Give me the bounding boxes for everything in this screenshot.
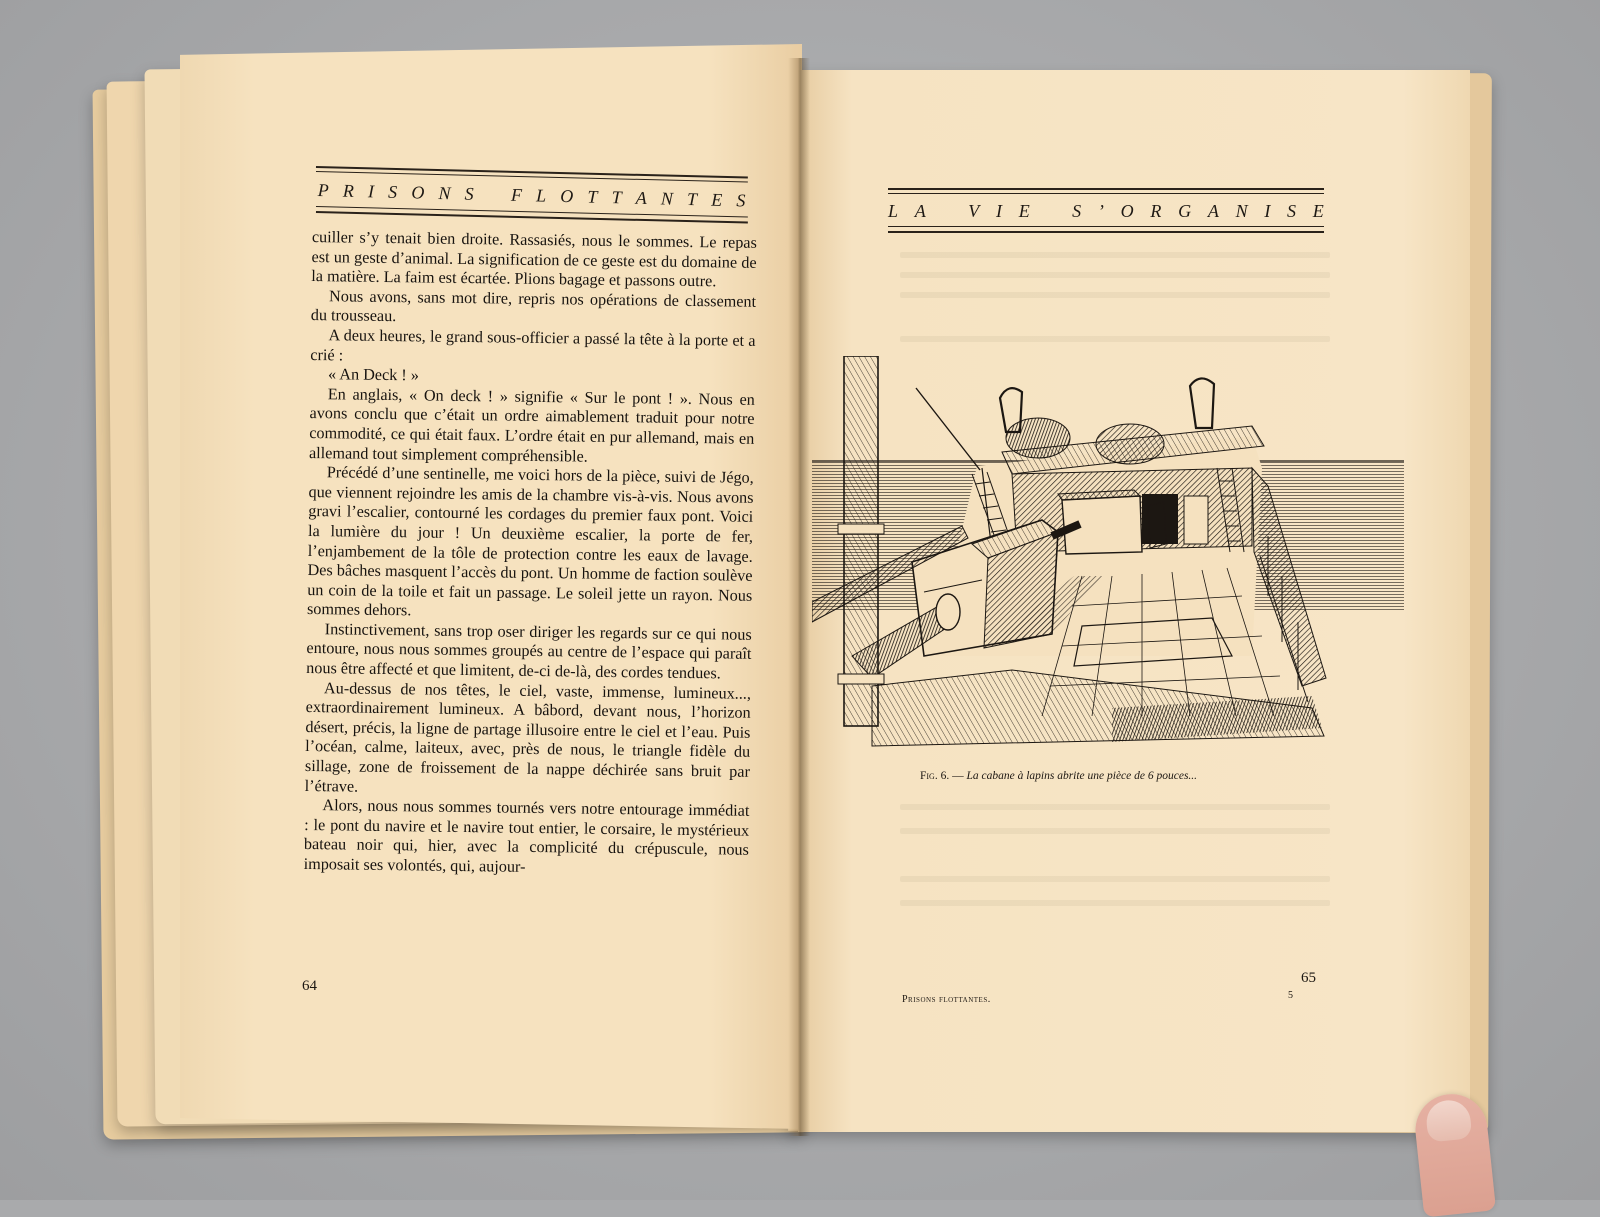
header-rule — [888, 226, 1324, 227]
figure-caption — [920, 770, 1340, 782]
show-through — [900, 876, 1330, 882]
caption-label: Fig. 6. — — [920, 770, 967, 782]
body-paragraph: Précédé d’une sentinelle, me voici hors de la pièce, suivi de Jégo, que viennent rejoindre les amis de la chambre vis-à-vis. Nous avons gravi l’escalier, contourné les cordages du premier faux pont. Voici la lumière du jour ! Un deuxième escalier, la porte de fer, l’enjambement de la tôle de protection contre les eaux de lavage. Des bâches masquent l’accès du pont. Un homme de faction soulève un coin de la toile et fait un passage. Le soleil jette un rayon. Nous sommes dehors. — [306, 463, 754, 620]
running-head-letter: E — [1018, 201, 1030, 221]
running-head-letter — [1046, 201, 1055, 222]
running-head-letter: S — [736, 190, 746, 211]
caption-text: La cabane à lapins abrite une pièce de 6 pouces... — [966, 770, 1198, 782]
ship-deck-illustration — [812, 356, 1404, 760]
running-head-letter: L — [888, 201, 899, 221]
show-through — [900, 336, 1330, 342]
show-through — [900, 292, 1330, 298]
body-paragraph: Nous avons, sans mot dire, repris nos opérations de classement du trousseau. — [310, 287, 757, 326]
running-head-letter: R — [1150, 201, 1162, 221]
running-head-letter: G — [1178, 201, 1192, 221]
running-head-letter: V — [968, 201, 980, 221]
show-through — [900, 828, 1330, 834]
running-head-letter: N — [438, 182, 451, 204]
running-head-letter — [488, 184, 498, 205]
body-paragraph: cuiller s’y tenait bien droite. Rassasiés, nous le sommes. Le repas est un geste d’animal. La signification de ce geste est du domaine de la matière. La faim est écartée. Plions bagage et passons outre. — [311, 228, 757, 291]
running-head-letter — [942, 201, 951, 222]
running-head-letter: E — [1312, 201, 1324, 221]
running-head-letter: O — [560, 185, 574, 207]
show-through — [900, 804, 1330, 810]
show-through — [900, 900, 1330, 906]
header-rule — [888, 188, 1324, 190]
running-head-letter: E — [710, 189, 723, 210]
running-head-letter: R — [342, 180, 355, 201]
running-head-letter: F — [510, 184, 523, 205]
page-number-right: 65 — [1301, 970, 1316, 986]
running-head-letter: A — [635, 187, 647, 209]
show-through — [900, 272, 1330, 278]
body-paragraph: A deux heures, le grand sous-officier a passé la tête à la porte et a crié : — [310, 326, 756, 364]
signature-title: Prisons flottantes. — [902, 994, 991, 1005]
running-head-letter: N — [1235, 201, 1248, 221]
running-head-letter: A — [1207, 201, 1219, 221]
running-head-letter: O — [411, 182, 425, 203]
running-head-letter: S — [387, 181, 398, 202]
running-head-letter: S — [464, 183, 474, 204]
body-paragraph: « An Deck ! » — [327, 365, 420, 385]
running-head-letter: ’ — [1097, 201, 1104, 221]
running-head-letter: L — [535, 185, 547, 206]
running-head-letter: A — [914, 201, 926, 221]
book-gutter — [788, 58, 810, 1136]
body-paragraph: Instinctivement, sans trop oser diriger les regards sur ce qui nous entoure, nous nous sommes groupés au centre de l’espace qui paraît nous être affecté et que limitent, de-ci de-là, des cordes tendues. — [306, 620, 752, 683]
running-head-letter: O — [1120, 201, 1134, 221]
body-paragraph: Au-dessus de nos têtes, le ciel, vaste, immense, lumineux..., extraordinairement lumineux. A bâbord, devant nous, l’horizon désert, précis, la ligne de partage illusoire entre le ciel et l’eau. Puis l’océan, calme, laiteux, avec, près de nous, le triangle fidèle du sillage, zone de froissement de la nappe déchirée sans bruit par l’étrave. — [304, 678, 752, 796]
body-paragraph: Alors, nous nous sommes tournés vers notre entourage immédiat : le pont du navire et le navire tout entier, le corsaire, le mystérieux bateau noir qui, hier, avec la complicité du crépuscule, nous imposait ses volontés, qui, aujour- — [303, 796, 750, 876]
running-head-letter: I — [367, 181, 375, 202]
header-rule — [888, 193, 1324, 194]
show-through — [900, 252, 1330, 258]
body-text-left — [304, 228, 757, 880]
running-head-letter: T — [611, 187, 622, 208]
body-paragraph: En anglais, « On deck ! » signifie « Sur le pont ! ». Nous en avons conclu que c’était un ordre aimablement traduit pour notre commodité, ce qui était faux. L’ordre était en pur allemand, mais en allemand tout simplement compréhensible. — [308, 384, 755, 466]
running-head-letter: S — [1072, 201, 1082, 221]
running-head-letter: T — [686, 189, 698, 210]
page-number-left: 64 — [302, 978, 317, 994]
running-head-letter: P — [317, 180, 329, 201]
signature-number: 5 — [1288, 990, 1293, 1001]
header-rule — [888, 231, 1324, 233]
running-head-letter: I — [1264, 201, 1271, 221]
running-head-letter: I — [995, 201, 1002, 221]
running-head-letter: N — [660, 188, 674, 209]
running-head-letter: S — [1287, 201, 1297, 221]
running-head-right — [888, 201, 1324, 222]
running-head-letter: T — [587, 186, 598, 207]
